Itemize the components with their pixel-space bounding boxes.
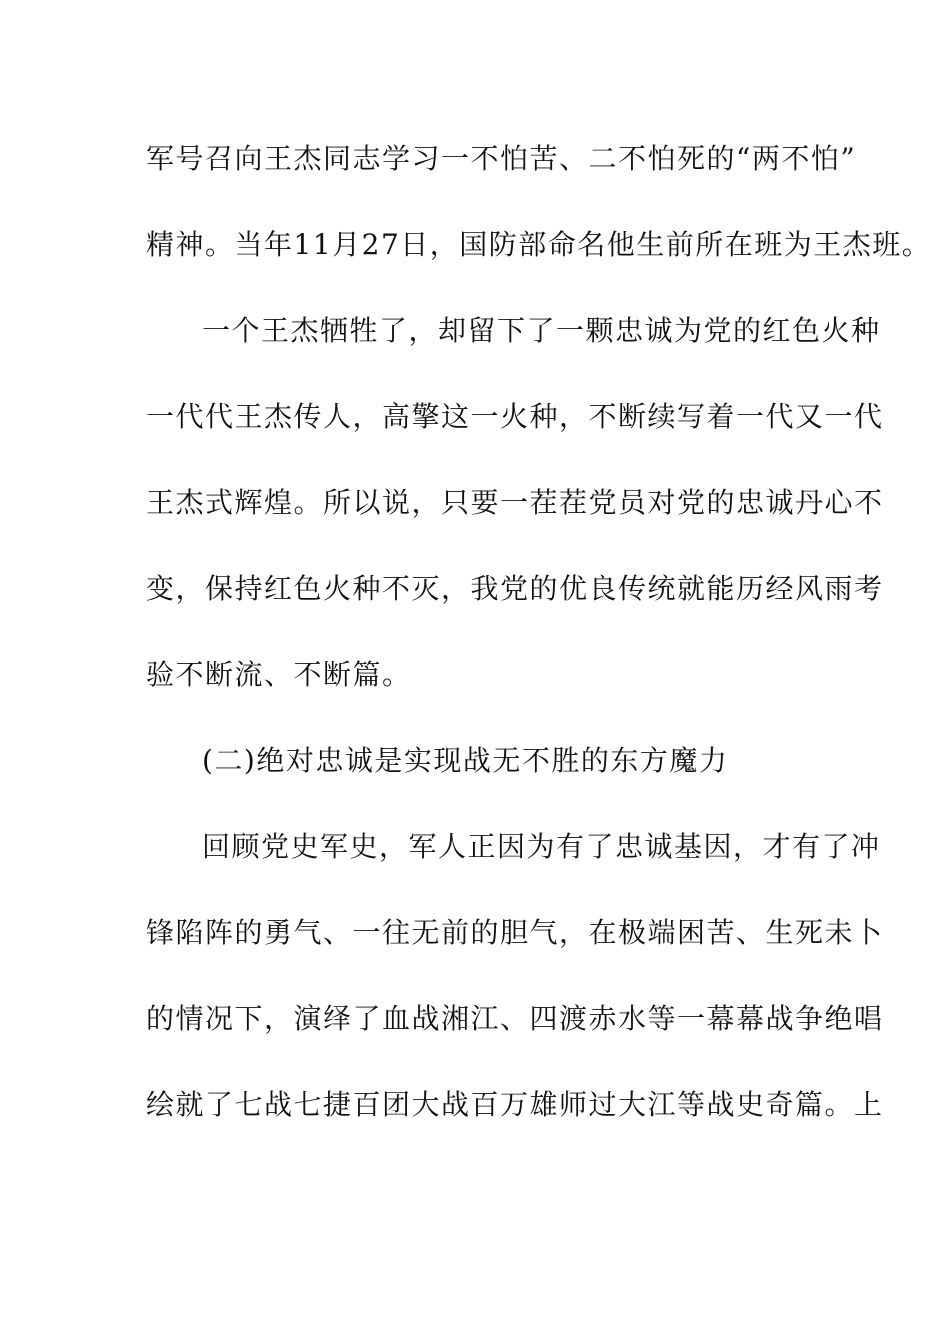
- text-line: 锋陷阵的勇气、一往无前的胆气，在极端困苦、生死未卜: [146, 916, 884, 949]
- text-line: 验不断流、不断篇。: [146, 658, 412, 691]
- text-line: 绘就了七战七捷百团大战百万雄师过大江等战史奇篇。上: [146, 1088, 884, 1121]
- section-heading: (二)绝对忠诚是实现战无不胜的东方魔力: [202, 744, 729, 777]
- text-line: 变，保持红色火种不灭，我党的优良传统就能历经风雨考: [146, 572, 884, 605]
- paragraph-start-line: 一个王杰牺牲了，却留下了一颗忠诚为党的红色火种: [202, 314, 881, 347]
- text-line: 精神。当年11月27日，国防部命名他生前所在班为王杰班。: [146, 228, 932, 261]
- text-line: 军号召向王杰同志学习一不怕苦、二不怕死的“两不怕”: [146, 142, 857, 175]
- text-line: 王杰式辉煌。所以说，只要一茬茬党员对党的忠诚丹心不: [146, 486, 884, 519]
- text-line: 一代代王杰传人，高擎这一火种，不断续写着一代又一代: [146, 400, 884, 433]
- text-line: 的情况下，演绎了血战湘江、四渡赤水等一幕幕战争绝唱: [146, 1002, 884, 1035]
- paragraph-start-line: 回顾党史军史，军人正因为有了忠诚基因，才有了冲: [202, 830, 881, 863]
